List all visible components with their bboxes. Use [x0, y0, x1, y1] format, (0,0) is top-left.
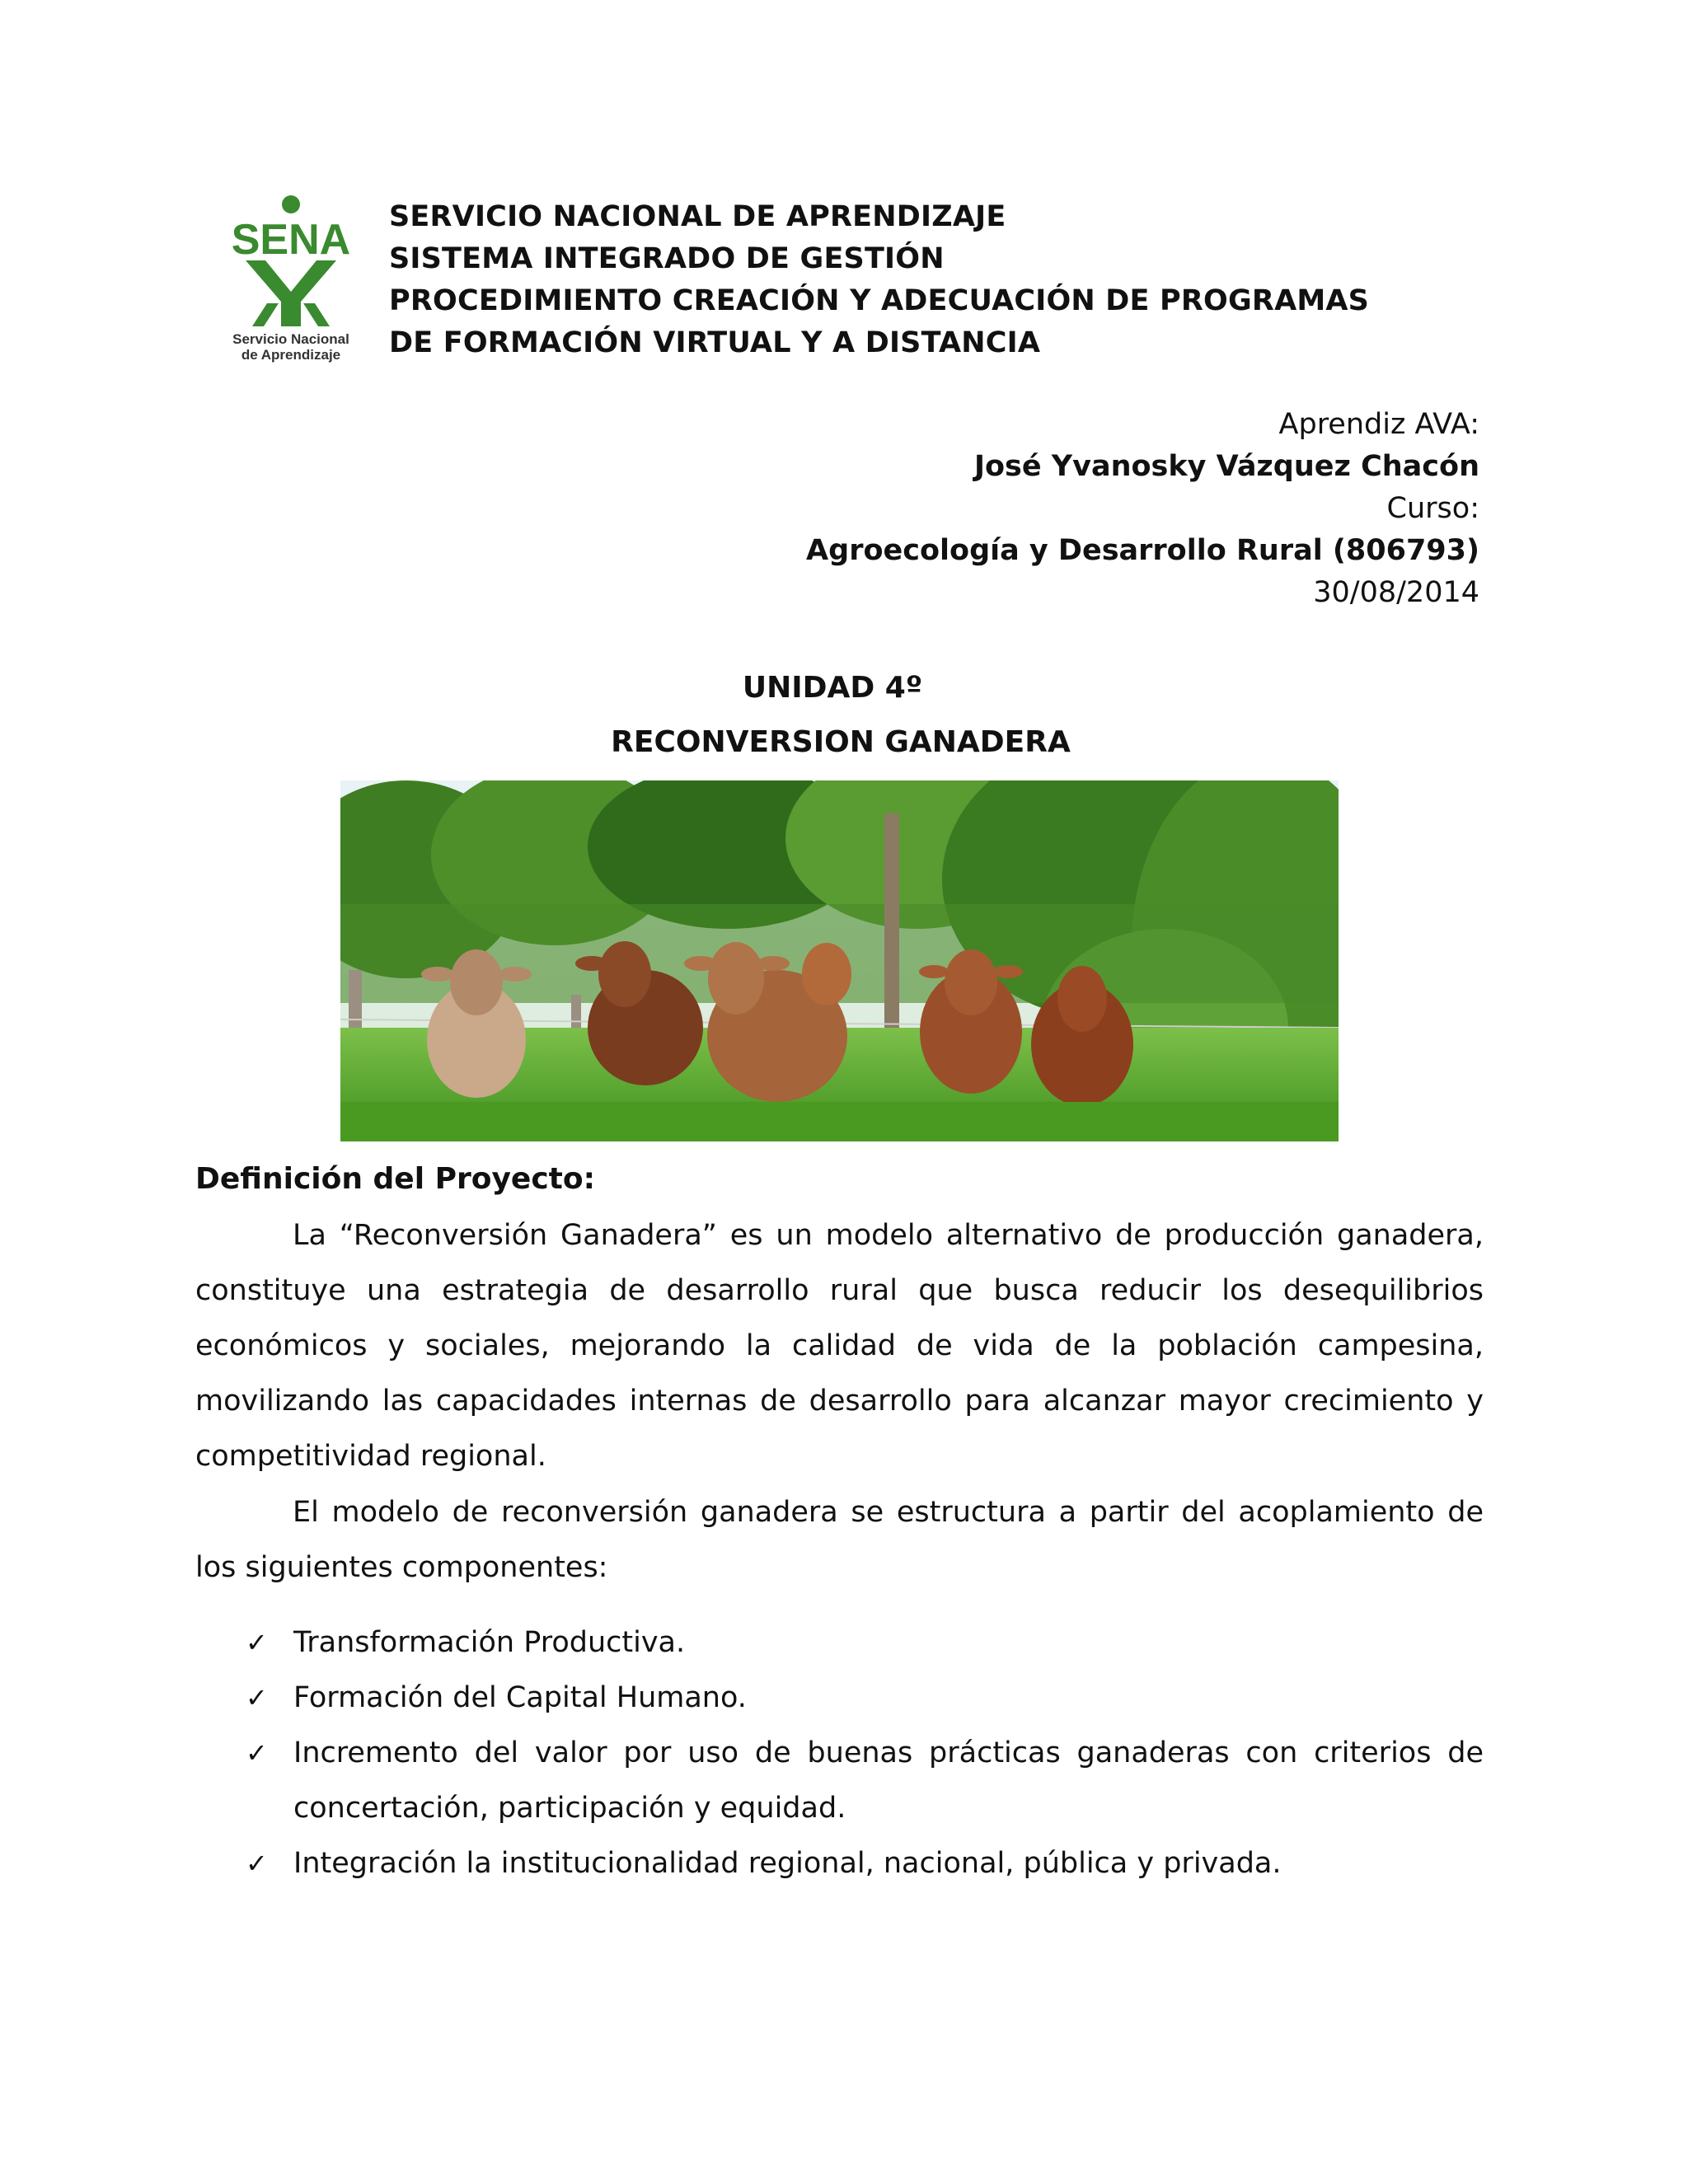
paragraph-2-text: El modelo de reconversión ganadera se estructura a partir del acoplamiento de los siguientes componentes:	[195, 1496, 1484, 1584]
list-item	[246, 1726, 1484, 1836]
checkmark-icon: ✓	[246, 1627, 268, 1658]
paragraph-1-text: La “Reconversión Ganadera” es un modelo alternativo de producción ganadera, constituye una estrategia de desarrollo rural que busca reducir los desequilibrios económicos y sociales, mejorando la calidad de vida de la población campesina, movilizando las capacidades internas de desarrollo para alcanzar mayor crecimiento y competitividad regional.	[195, 1219, 1484, 1473]
list-item	[246, 1671, 1484, 1726]
section-title: Definición del Proyecto:	[195, 1162, 596, 1196]
list-item	[246, 1836, 1484, 1891]
author-block	[243, 404, 1479, 614]
list-item-text: Incremento del valor por uso de buenas prácticas ganaderas con criterios de concertación, participación y equidad.	[293, 1736, 1484, 1825]
paragraph-1	[195, 1208, 1484, 1484]
document-date: 30/08/2014	[1313, 576, 1479, 609]
document-header	[389, 196, 1526, 364]
cattle-pasture-image	[340, 780, 1339, 1141]
sena-logo	[221, 194, 361, 363]
checkmark-icon: ✓	[246, 1848, 268, 1879]
course-label: Curso:	[1386, 492, 1479, 525]
unit-number: UNIDAD 4º	[742, 671, 923, 705]
header-line-1: SERVICIO NACIONAL DE APRENDIZAJE	[389, 200, 1006, 233]
list-item-text: Formación del Capital Humano.	[293, 1681, 747, 1714]
logo-wordmark: SENA	[231, 216, 351, 264]
header-line-3: PROCEDIMIENTO CREACIÓN Y ADECUACIÓN DE PROGRAMAS	[389, 284, 1370, 317]
cattle-photo-svg	[340, 780, 1339, 1141]
checkmark-icon: ✓	[246, 1682, 268, 1713]
header-line-4: DE FORMACIÓN VIRTUAL Y A DISTANCIA	[389, 326, 1041, 359]
checkmark-icon: ✓	[246, 1737, 268, 1769]
unit-title: RECONVERSION GANADERA	[611, 725, 1071, 759]
list-item-text: Transformación Productiva.	[293, 1626, 686, 1659]
components-list	[246, 1615, 1484, 1891]
header-line-2: SISTEMA INTEGRADO DE GESTIÓN	[389, 242, 945, 275]
author-name: José Yvanosky Vázquez Chacón	[973, 450, 1479, 483]
sena-logo-icon	[221, 194, 361, 363]
course-name: Agroecología y Desarrollo Rural (806793)	[806, 534, 1479, 567]
logo-subtitle-1: Servicio Nacional	[232, 331, 349, 347]
list-item	[246, 1615, 1484, 1671]
logo-subtitle-2: de Aprendizaje	[241, 347, 341, 363]
list-item-text: Integración la institucionalidad regional, nacional, pública y privada.	[293, 1847, 1282, 1880]
paragraph-2	[195, 1485, 1484, 1596]
role-label: Aprendiz AVA:	[1278, 408, 1479, 441]
